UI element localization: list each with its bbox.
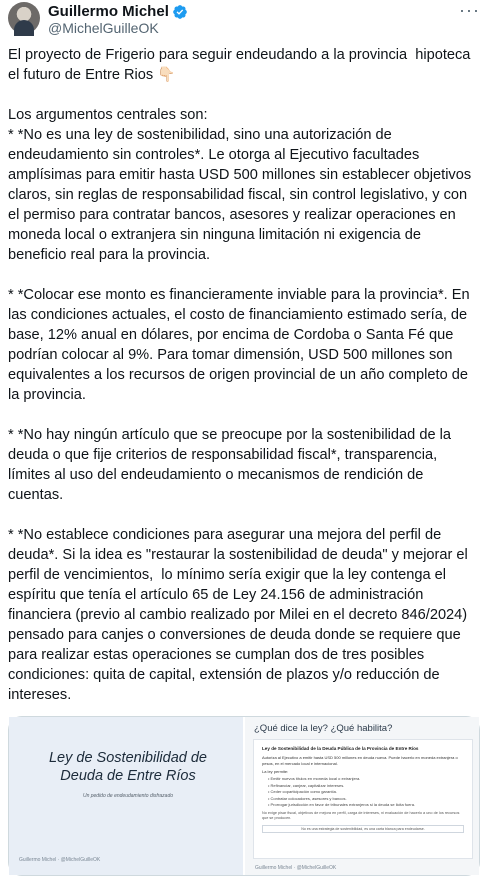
- verified-badge-icon: [172, 4, 188, 20]
- doc-list-item: • Contratar colocadores, asesores y bancos.: [268, 796, 464, 803]
- author-name-row: [48, 3, 188, 20]
- doc-paragraph: Autoriza al Ejecutivo a emitir hasta USD 500 millones en deuda nueva. Puede hacerlo en moneda extranjera o pesos, en el mercado local e internacional.: [262, 755, 458, 766]
- media-image-left[interactable]: [9, 717, 245, 875]
- doc-list-item: • Ceder coparticipación como garantía.: [268, 789, 464, 796]
- ellipsis-icon[interactable]: ···: [459, 0, 480, 20]
- media-left-footer: Guillermo Michel · @MichelGuilleOK: [19, 857, 101, 863]
- doc-list-item: • Prorrogar jurisdicción en favor de tribunales extranjeros si la deuda se licita fuera.: [268, 802, 464, 809]
- media-left-subtitle: Un pedido de endeudamiento disfrazado: [82, 793, 174, 799]
- doc-list-label: La ley permite:: [262, 769, 289, 774]
- tweet-header: [0, 0, 490, 44]
- author-avatar[interactable]: [8, 2, 40, 34]
- doc-list-item: • Emitir nuevos títulos en moneda local o extranjera.: [268, 776, 464, 783]
- media-left-title: Ley de Sostenibilidad de Deuda de Entre Ríos: [48, 750, 207, 784]
- tweet-media[interactable]: [8, 716, 480, 876]
- tweet-text: El proyecto de Frigerio para seguir endeudando a la provincia hipoteca el futuro de Entre Rios 👇🏻 Los argumentos centrales son: * *No es una ley de sostenibilidad, sino una autorización de endeudamiento sin controles*. Le otorga al Ejecutivo facultades amplísimas para emitir hasta USD 500 millones sin establecer objetivos claros, sin reglas de responsabilidad fiscal, sin control legislativo, y con el permiso para contratar bancos, asesores y realizar operaciones en moneda local o extranjera sin ninguna limitación ni exigencia de beneficio real para la provincia. * *Colocar ese monto es financieramente inviable para la provincia*. En las condiciones actuales, el costo de financiamiento estimado sería, de base, 12% anual en dólares, por encima de Cordoba o Santa Fé que podrían colocar al 9%. Para tomar dimensión, USD 500 millones son equivalentes a los recursos de origen provincial de un año completo de la provincia. * *No hay ningún artículo que se preocupe por la sostenibilidad de la deuda o que fije criterios de responsabilidad fiscal*, transparencia, límites al uso del endeudamiento o mecanismos de rendición de cuentas. * *No establece condiciones para asegurar una mejora del perfil de deuda*. Si la idea es "restaurar la sostenibilidad de deuda" y mejorar el perfil de vencimientos, lo mínimo sería exigir que la ley contenga el espíritu que tenía el artículo 65 de Ley 24.156 de administración financiera (previo al cambio realizado por Milei en el decreto 846/2024) pensado para canjes o conversiones de deuda donde se requiere que para realizar estas operaciones se cumplan dos de tres posibles condiciones: quita de capital, extensión de plazos y/o reducción de intereses.: [8, 47, 472, 703]
- author-name[interactable]: Guillermo Michel: [48, 3, 169, 20]
- doc-conclusion-box: No es una estrategia de sostenibilidad, es una carta blanca para endeudarse.: [262, 825, 464, 833]
- doc-list-item: • Refinanciar, canjear, capitalizar intereses.: [268, 783, 464, 790]
- doc-list: [268, 776, 464, 809]
- media-right-question: ¿Qué dice la ley? ¿Qué habilita?: [254, 723, 393, 734]
- media-image-right[interactable]: [245, 717, 479, 875]
- media-right-footer: Guillermo Michel · @MichelGuilleOK: [255, 865, 337, 871]
- doc-title: Ley de Sostenibilidad de la Deuda Pública de la Provincia de Entre Ríos: [262, 746, 419, 751]
- law-document: [253, 739, 473, 859]
- doc-note: No exige pisar fiscal, objetivos de mejora en perfil, carga de intereses, ni evaluación de hacerlo a uno de los recursos que se producen.: [262, 810, 460, 820]
- author-handle[interactable]: @MichelGuilleOK: [48, 20, 159, 36]
